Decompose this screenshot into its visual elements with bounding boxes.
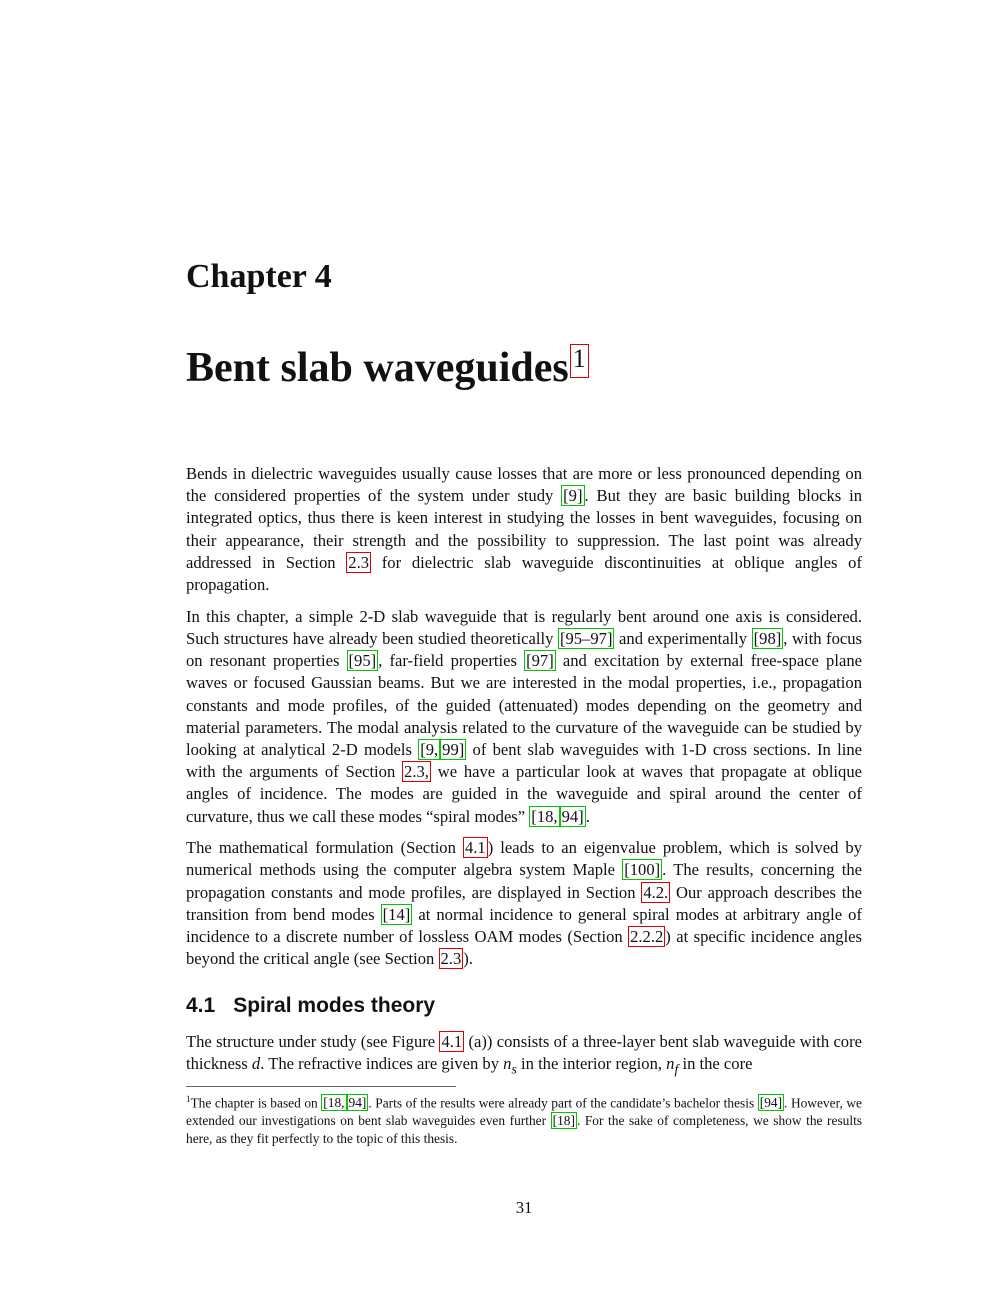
section-link[interactable]: 2.3 bbox=[440, 949, 462, 969]
section-paragraph bbox=[186, 1031, 862, 1081]
math-d: d bbox=[251, 1054, 261, 1074]
text-run: we have a particular look at waves that propagate at oblique angles of incidence. The modes are guided in the waveguide and spiral around the center of curvature, thus we call these modes “spiral modes” bbox=[186, 762, 862, 826]
text-run: . bbox=[585, 806, 590, 826]
figure-link[interactable]: 4.1 bbox=[441, 1032, 463, 1051]
text-run: at normal incidence to general spiral modes at arbitrary angle of incidence to a discrete number of lossless OAM modes (Section bbox=[186, 904, 862, 947]
text-run: ) leads to an eigenvalue problem, which is solved by numerical methods using the computer algebra system Maple bbox=[186, 838, 862, 880]
footnote-rule bbox=[186, 1086, 456, 1087]
paragraph-1 bbox=[186, 463, 862, 596]
text-run: Our approach describes the transition from bend modes bbox=[186, 882, 862, 924]
text-run: , far-field properties bbox=[378, 651, 525, 671]
citation-link[interactable]: [18, bbox=[531, 806, 558, 826]
citation-link[interactable]: [95–97] bbox=[559, 628, 613, 648]
section-link[interactable]: 4.1 bbox=[464, 838, 486, 858]
citation-link[interactable]: [9, bbox=[420, 739, 439, 759]
text-run: The structure under study (see Figure bbox=[186, 1032, 440, 1051]
chapter-title-text: Bent slab waveguides bbox=[186, 345, 569, 391]
math-n-f bbox=[666, 1054, 679, 1077]
text-run: in the core bbox=[678, 1054, 753, 1074]
text-run: Bends in dielectric waveguides usually cause losses that are more or less pronounced depending on the considered properties of the system under study bbox=[186, 464, 862, 506]
text-run: , with focus on resonant properties bbox=[186, 628, 863, 671]
citation-link[interactable]: [100] bbox=[624, 860, 661, 880]
math-symbol: n bbox=[503, 1054, 512, 1074]
citation-link[interactable]: [18] bbox=[552, 1113, 575, 1129]
section-link[interactable]: 2.3 bbox=[348, 552, 370, 572]
section-number: 4.1 bbox=[186, 994, 216, 1017]
footnote-link-1[interactable]: 1 bbox=[570, 344, 589, 378]
footnote-mark: 1 bbox=[186, 1094, 191, 1104]
paragraph-3 bbox=[186, 837, 862, 970]
citation-link[interactable]: [98] bbox=[753, 628, 782, 648]
text-run: . The refractive indices are given by bbox=[260, 1054, 504, 1074]
footnote bbox=[186, 1090, 862, 1148]
section-title: Spiral modes theory bbox=[233, 994, 436, 1017]
citation-link[interactable]: [97] bbox=[526, 651, 554, 671]
text-run: for dielectric slab waveguide discontinuities at oblique angles of propagation. bbox=[186, 552, 862, 595]
chapter-label: Chapter 4 bbox=[186, 258, 332, 295]
text-run: . Parts of the results were already part of the candidate’s bachelor thesis bbox=[368, 1095, 758, 1111]
math-subscript: s bbox=[511, 1061, 517, 1077]
citation-link[interactable]: [9] bbox=[563, 486, 583, 506]
citation-link[interactable]: [94] bbox=[759, 1095, 783, 1111]
text-run: . But they are basic building blocks in integrated optics, thus there is keen interest in studying the losses in bent waveguides, focusing on their appearance, their strength and the possibility to suppression. The last point was already addressed in Section bbox=[186, 486, 862, 572]
text-run: ). bbox=[463, 949, 473, 969]
text-run: (a)) consists of a three-layer bent slab waveguide with core thickness bbox=[186, 1032, 862, 1074]
citation-link[interactable]: [95] bbox=[348, 651, 377, 671]
citation-link[interactable]: 94] bbox=[561, 806, 584, 826]
text-run: . However, we extended our investigations on bent slab waveguides even further bbox=[186, 1095, 863, 1129]
math-n-s bbox=[503, 1054, 517, 1077]
text-run: . For the sake of completeness, we show the results here, as they fit perfectly to the topic of this thesis. bbox=[186, 1113, 862, 1147]
text-run: In this chapter, a simple 2-D slab waveguide that is regularly bent around one axis is considered. Such structures have already been studied theoretically bbox=[186, 606, 862, 648]
citation-link[interactable]: [18, bbox=[323, 1095, 345, 1111]
math-symbol: n bbox=[666, 1054, 675, 1074]
paragraph-2 bbox=[186, 606, 862, 828]
text-run: The mathematical formulation (Section bbox=[186, 838, 463, 858]
math-subscript: f bbox=[674, 1061, 679, 1077]
body-text bbox=[186, 463, 862, 980]
citation-link[interactable]: 99] bbox=[442, 739, 465, 759]
text-run: and excitation by external free-space plane waves or focused Gaussian beams. But we are interested in the modal properties, i.e., propagation constants and mode profiles, of the guided (attenuated) modes depending on the geometry and material parameters. The modal analysis related to the curvature of the waveguide can be studied by looking at analytical 2-D models bbox=[186, 651, 862, 759]
text-run: in the interior region, bbox=[516, 1054, 667, 1074]
chapter-title bbox=[186, 340, 589, 396]
text-run: The chapter is based on bbox=[190, 1095, 322, 1111]
text-run: ) at specific incidence angles beyond the critical angle (see Section bbox=[186, 927, 862, 969]
citation-link[interactable]: [14] bbox=[382, 904, 411, 924]
citation-link[interactable]: 94] bbox=[348, 1095, 367, 1111]
text-run: of bent slab waveguides with 1-D cross sections. In line with the arguments of Section bbox=[186, 739, 862, 782]
text-run: . The results, concerning the propagation constants and mode profiles, are displayed in Section bbox=[186, 860, 862, 902]
page-number: 31 bbox=[515, 1198, 533, 1217]
section-link[interactable]: 4.2. bbox=[643, 882, 669, 902]
section-heading bbox=[186, 994, 435, 1018]
section-link[interactable]: 2.3, bbox=[404, 762, 429, 782]
section-link[interactable]: 2.2.2 bbox=[630, 927, 664, 947]
text-run: and experimentally bbox=[614, 628, 752, 648]
